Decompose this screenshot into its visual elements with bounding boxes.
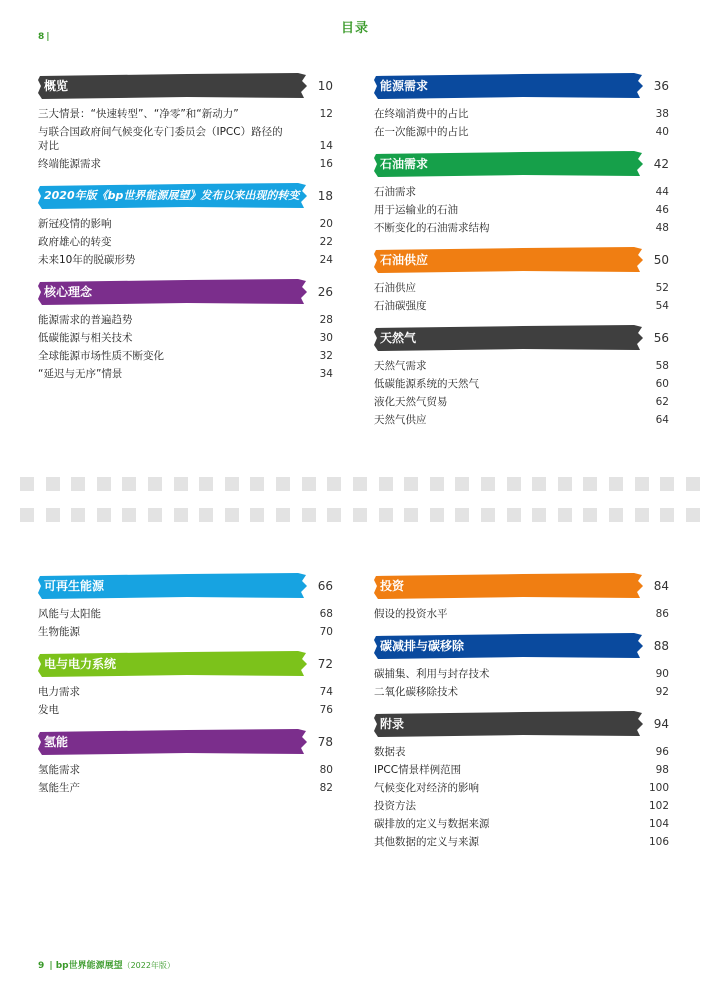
section-title: 电与电力系统 (44, 657, 117, 671)
entry-page-number: 76 (319, 704, 333, 716)
toc-entry[interactable] (374, 761, 669, 779)
toc-entry[interactable] (374, 779, 669, 797)
section-header[interactable] (38, 729, 333, 755)
divider-square (122, 508, 136, 522)
divider-square (686, 477, 700, 491)
section-title: 氢能 (44, 735, 69, 749)
entry-page-number: 38 (655, 108, 669, 120)
toc-entry[interactable] (38, 105, 333, 123)
section-page-number: 36 (653, 79, 669, 93)
divider-square (302, 508, 316, 522)
entry-page-number: 14 (319, 140, 333, 152)
toc-entry[interactable] (374, 605, 669, 623)
divider-square (327, 477, 341, 491)
toc-entry[interactable] (38, 311, 333, 329)
divider-squares-row-1 (20, 477, 700, 491)
toc-entry[interactable] (38, 623, 333, 641)
entry-page-number: 106 (648, 836, 669, 848)
entry-label: 石油碳强度 (374, 300, 427, 312)
separator: | (46, 961, 53, 971)
entry-page-number: 80 (319, 764, 333, 776)
divider-square (507, 477, 521, 491)
toc-entry[interactable] (374, 375, 669, 393)
divider-square (71, 477, 85, 491)
divider-square (199, 508, 213, 522)
publication-title: bp世界能源展望 (55, 961, 123, 971)
toc-section (38, 651, 333, 719)
divider-square (609, 508, 623, 522)
entry-label: 氢能需求 (38, 764, 80, 776)
entry-page-number: 104 (648, 818, 669, 830)
section-header[interactable] (374, 573, 669, 599)
divider-square (20, 477, 34, 491)
entry-page-number: 16 (319, 158, 333, 170)
toc-entry[interactable] (374, 105, 669, 123)
toc-entry[interactable] (38, 347, 333, 365)
section-title: 天然气 (380, 331, 417, 345)
entry-label: 生物能源 (38, 626, 80, 638)
section-items (374, 743, 669, 851)
entry-page-number: 52 (655, 282, 669, 294)
section-page-number: 94 (653, 717, 669, 731)
toc-section (374, 711, 669, 851)
entry-page-number: 74 (319, 686, 333, 698)
section-page-number: 88 (653, 639, 669, 653)
toc-entry[interactable] (38, 701, 333, 719)
divider-square (148, 508, 162, 522)
entry-label: 能源需求的普遍趋势 (38, 314, 133, 326)
entry-label: IPCC情景样例范围 (374, 764, 462, 776)
toc-section (38, 729, 333, 797)
entry-label: 新冠疫情的影响 (38, 218, 112, 230)
divider-square (455, 477, 469, 491)
entry-page-number: 98 (655, 764, 669, 776)
divider-square (174, 508, 188, 522)
entry-label: 风能与太阳能 (38, 608, 101, 620)
divider-square (660, 477, 674, 491)
section-title: 石油需求 (380, 157, 429, 171)
entry-label: 发电 (38, 704, 59, 716)
entry-label: 液化天然气贸易 (374, 396, 448, 408)
toc-section (374, 247, 669, 315)
entry-label: 全球能源市场性质不断变化 (38, 350, 164, 362)
divider-square (250, 477, 264, 491)
divider-square (379, 508, 393, 522)
entry-page-number: 92 (655, 686, 669, 698)
section-title: 石油供应 (380, 253, 429, 267)
entry-page-number: 12 (319, 108, 333, 120)
entry-page-number: 70 (319, 626, 333, 638)
divider-square (686, 508, 700, 522)
toc-entry[interactable] (38, 155, 333, 173)
divider-square (558, 477, 572, 491)
entry-label: “延迟与无序”情景 (38, 368, 123, 380)
section-items (374, 105, 669, 141)
toc-column-bottom-right (374, 573, 669, 861)
toc-entry[interactable] (374, 279, 669, 297)
entry-label: 氢能生产 (38, 782, 80, 794)
toc-entry[interactable] (374, 123, 669, 141)
toc-entry[interactable] (374, 665, 669, 683)
entry-label: 其他数据的定义与来源 (374, 836, 479, 848)
section-title: 可再生能源 (44, 579, 105, 593)
entry-label: 低碳能源与相关技术 (38, 332, 133, 344)
section-header[interactable] (38, 651, 333, 677)
entry-page-number: 102 (648, 800, 669, 812)
section-header[interactable] (374, 73, 669, 99)
toc-column-bottom-left (38, 573, 333, 807)
section-header[interactable] (374, 151, 669, 177)
entry-label: 石油需求 (374, 186, 416, 198)
toc-section (374, 151, 669, 237)
separator: | (46, 32, 50, 42)
section-items (374, 605, 669, 623)
toc-entry[interactable] (374, 393, 669, 411)
entry-page-number: 30 (319, 332, 333, 344)
divider-square (583, 477, 597, 491)
toc-section (374, 73, 669, 141)
brush-stroke-bar (374, 711, 644, 737)
divider-square (532, 477, 546, 491)
divider-square (71, 508, 85, 522)
toc-title: 目录 (340, 21, 369, 36)
entry-label: 二氧化碳移除技术 (374, 686, 458, 698)
divider-square (250, 508, 264, 522)
divider-square (404, 477, 418, 491)
toc-section (38, 573, 333, 641)
entry-page-number: 22 (319, 236, 333, 248)
toc-entry[interactable] (38, 761, 333, 779)
divider-square (507, 508, 521, 522)
entry-page-number: 90 (655, 668, 669, 680)
section-items (38, 105, 333, 173)
toc-entry[interactable] (374, 357, 669, 375)
entry-page-number: 54 (655, 300, 669, 312)
section-page-number: 50 (653, 253, 669, 267)
toc-section (38, 183, 333, 269)
toc-section (38, 73, 333, 173)
toc-entry[interactable] (374, 833, 669, 851)
entry-page-number: 48 (655, 222, 669, 234)
divider-square (276, 508, 290, 522)
entry-label: 碳捕集、利用与封存技术 (374, 668, 490, 680)
section-page-number: 66 (317, 579, 333, 593)
section-header[interactable] (374, 325, 669, 351)
section-title: 2020年版《bp世界能源展望》发布以来出现的转变 (44, 189, 300, 202)
toc-entry[interactable] (38, 251, 333, 269)
section-header[interactable] (374, 247, 669, 273)
section-items (374, 357, 669, 429)
divider-square (455, 508, 469, 522)
toc-section (38, 279, 333, 383)
divider-square (353, 477, 367, 491)
divider-square (302, 477, 316, 491)
divider-square (174, 477, 188, 491)
toc-entry[interactable] (38, 215, 333, 233)
section-items (38, 761, 333, 797)
divider-square (635, 477, 649, 491)
entry-page-number: 96 (655, 746, 669, 758)
divider-square (481, 477, 495, 491)
divider-square (327, 508, 341, 522)
entry-label: 政府雄心的转变 (38, 236, 112, 248)
divider-square (430, 508, 444, 522)
toc-entry[interactable] (374, 743, 669, 761)
page-number: 8 (38, 32, 45, 42)
section-title: 投资 (380, 579, 405, 593)
entry-page-number: 24 (319, 254, 333, 266)
entry-label: 在一次能源中的占比 (374, 126, 469, 138)
section-title: 附录 (380, 717, 405, 731)
entry-label: 未来10年的脱碳形势 (38, 254, 136, 266)
toc-section (374, 325, 669, 429)
toc-entry[interactable] (38, 779, 333, 797)
toc-entry[interactable] (38, 365, 333, 383)
divider-square (46, 477, 60, 491)
divider-square (430, 477, 444, 491)
section-page-number: 56 (653, 331, 669, 345)
toc-entry[interactable] (374, 219, 669, 237)
entry-label: 投资方法 (374, 800, 416, 812)
entry-label: 在终端消费中的占比 (374, 108, 469, 120)
entry-label: 气候变化对经济的影响 (374, 782, 479, 794)
entry-page-number: 82 (319, 782, 333, 794)
entry-label: 石油供应 (374, 282, 416, 294)
entry-label: 数据表 (374, 746, 406, 758)
toc-entry[interactable] (38, 329, 333, 347)
toc-entry[interactable] (374, 797, 669, 815)
divider-square (379, 477, 393, 491)
toc-entry[interactable] (374, 411, 669, 429)
section-page-number: 42 (653, 157, 669, 171)
entry-label: 电力需求 (38, 686, 80, 698)
section-items (38, 215, 333, 269)
toc-column-top-left (38, 73, 333, 393)
entry-label: 不断变化的石油需求结构 (374, 222, 490, 234)
entry-label: 天然气需求 (374, 360, 427, 372)
entry-page-number: 68 (319, 608, 333, 620)
divider-square (660, 508, 674, 522)
section-header[interactable] (38, 573, 333, 599)
divider-squares-row-2 (20, 508, 700, 522)
toc-section (374, 573, 669, 623)
entry-page-number: 86 (655, 608, 669, 620)
entry-page-number: 62 (655, 396, 669, 408)
section-items (38, 683, 333, 719)
toc-column-top-right (374, 73, 669, 439)
section-title: 概览 (44, 79, 69, 93)
section-page-number: 10 (317, 79, 333, 93)
divider-square (20, 508, 34, 522)
divider-square (558, 508, 572, 522)
section-page-number: 26 (317, 285, 333, 299)
section-title: 能源需求 (380, 79, 429, 93)
entry-label: 用于运输业的石油 (374, 204, 458, 216)
divider-square (609, 477, 623, 491)
page-number: 9 (38, 961, 45, 971)
divider-square (46, 508, 60, 522)
entry-label: 假设的投资水平 (374, 608, 448, 620)
section-header[interactable] (38, 73, 333, 99)
section-header[interactable] (38, 183, 333, 209)
entry-label: 与联合国政府间气候变化专门委员会（IPCC）路径的对比 (38, 126, 283, 152)
section-header[interactable] (38, 279, 333, 305)
entry-page-number: 46 (655, 204, 669, 216)
divider-square (583, 508, 597, 522)
section-items (374, 665, 669, 701)
section-page-number: 18 (317, 189, 333, 203)
footer (38, 958, 175, 971)
entry-label: 终端能源需求 (38, 158, 101, 170)
brush-stroke-bar (38, 73, 308, 99)
entry-page-number: 64 (655, 414, 669, 426)
divider-square (225, 508, 239, 522)
divider-square (148, 477, 162, 491)
toc-entry[interactable] (38, 683, 333, 701)
section-header[interactable] (374, 633, 669, 659)
toc-entry[interactable] (38, 123, 333, 155)
toc-entry[interactable] (374, 683, 669, 701)
section-items (374, 279, 669, 315)
toc-entry[interactable] (374, 201, 669, 219)
toc-entry[interactable] (374, 297, 669, 315)
entry-page-number: 20 (319, 218, 333, 230)
entry-page-number: 32 (319, 350, 333, 362)
entry-page-number: 34 (319, 368, 333, 380)
divider-square (276, 477, 290, 491)
brush-stroke-bar (374, 573, 644, 599)
toc-section (374, 633, 669, 701)
toc-entry[interactable] (374, 183, 669, 201)
section-title: 碳减排与碳移除 (380, 639, 465, 653)
toc-entry[interactable] (38, 605, 333, 623)
edition: （2022年版） (122, 961, 175, 970)
entry-page-number: 58 (655, 360, 669, 372)
section-items (38, 311, 333, 383)
toc-entry[interactable] (38, 233, 333, 251)
brush-stroke-bar (38, 729, 308, 755)
divider-square (635, 508, 649, 522)
section-items (38, 605, 333, 641)
divider-square (122, 477, 136, 491)
entry-page-number: 60 (655, 378, 669, 390)
divider-square (199, 477, 213, 491)
divider-square (353, 508, 367, 522)
section-page-number: 72 (317, 657, 333, 671)
section-page-number: 78 (317, 735, 333, 749)
entry-label: 碳排放的定义与数据来源 (374, 818, 490, 830)
section-header[interactable] (374, 711, 669, 737)
divider-square (481, 508, 495, 522)
entry-page-number: 100 (648, 782, 669, 794)
toc-entry[interactable] (374, 815, 669, 833)
section-page-number: 84 (653, 579, 669, 593)
divider-square (532, 508, 546, 522)
entry-label: 三大情景：“快速转型”、“净零”和“新动力” (38, 108, 239, 120)
entry-page-number: 44 (655, 186, 669, 198)
entry-label: 低碳能源系统的天然气 (374, 378, 479, 390)
divider-square (404, 508, 418, 522)
divider-square (97, 477, 111, 491)
section-items (374, 183, 669, 237)
divider-square (97, 508, 111, 522)
section-title: 核心理念 (44, 285, 93, 299)
divider-square (225, 477, 239, 491)
entry-label: 天然气供应 (374, 414, 427, 426)
entry-page-number: 28 (319, 314, 333, 326)
entry-page-number: 40 (655, 126, 669, 138)
